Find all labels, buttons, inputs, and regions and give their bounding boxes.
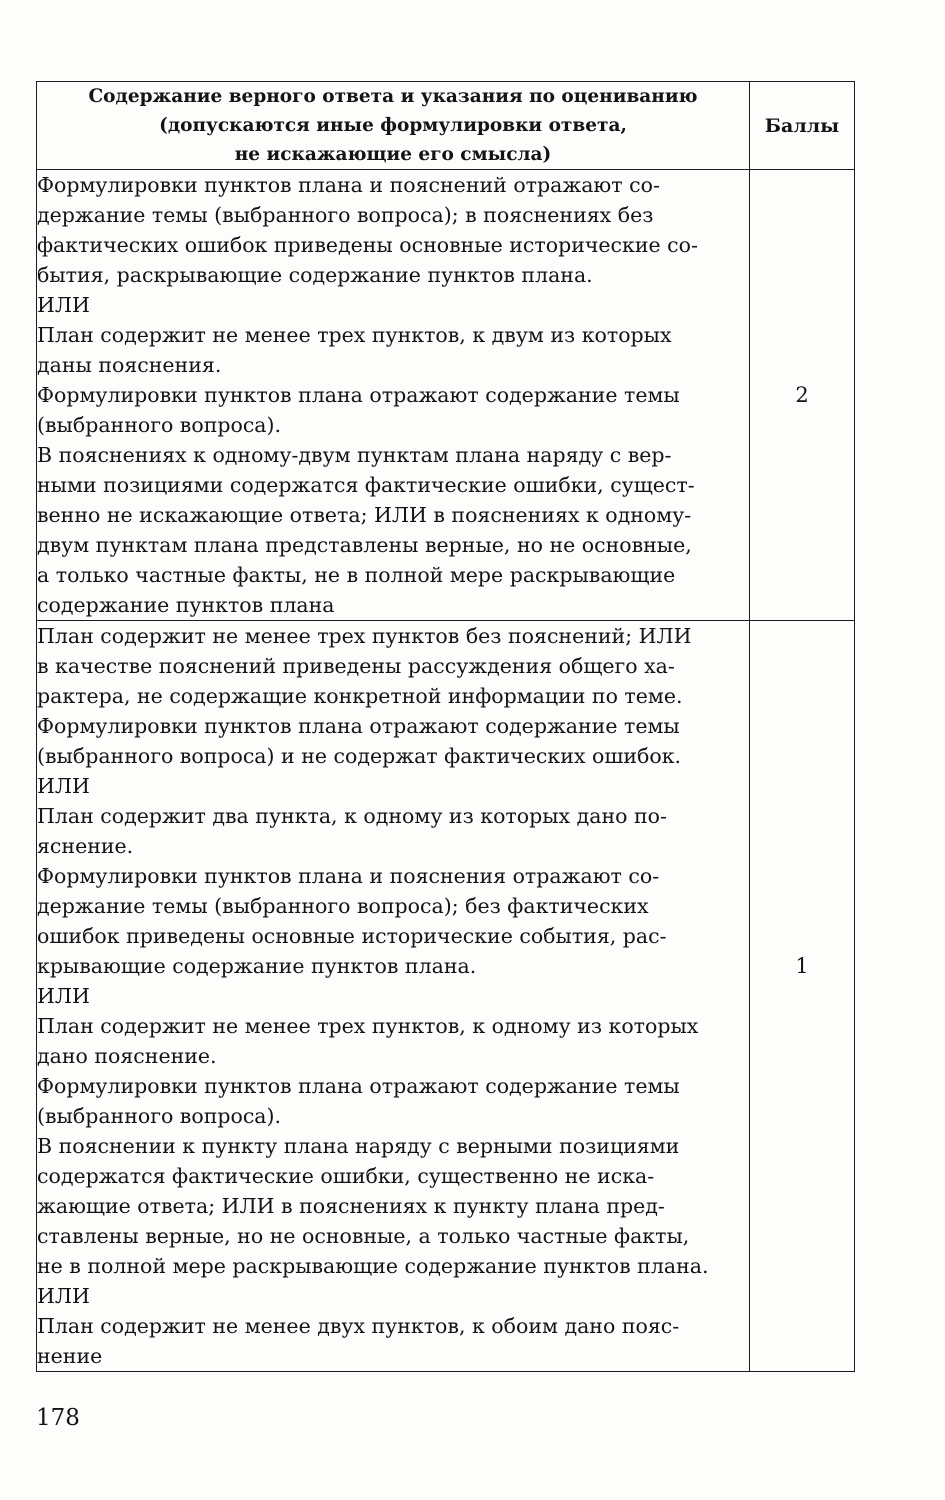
page-number: 178 — [36, 1405, 80, 1431]
criterion-line: Формулировки пунктов плана отражают содержание темы — [37, 1074, 680, 1098]
criterion-line: яснение. — [37, 834, 134, 858]
header-title-line: Содержание верного ответа и указания по оцениванию — [88, 86, 698, 107]
criterion-line: содержатся фактические ошибки, существенно не иска- — [37, 1164, 655, 1188]
header-score-cell: Баллы — [750, 82, 855, 170]
criterion-line: в качестве пояснений приведены рассуждения общего ха- — [37, 654, 675, 678]
criterion-line: крывающие содержание пунктов плана. — [37, 954, 477, 978]
criterion-line: Формулировки пунктов плана отражают содержание темы — [37, 714, 680, 738]
criterion-line: ИЛИ — [37, 984, 90, 1008]
criteria-table — [36, 81, 855, 1372]
criterion-line: ИЛИ — [37, 1284, 90, 1308]
criterion-line: ошибок приведены основные исторические события, рас- — [37, 924, 667, 948]
criterion-line: даны пояснения. — [37, 353, 222, 377]
criterion-line: не в полной мере раскрывающие содержание пунктов плана. — [37, 1254, 709, 1278]
criterion-line: рактера, не содержащие конкретной информации по теме. — [37, 684, 683, 708]
criterion-line: Формулировки пунктов плана отражают содержание темы — [37, 383, 680, 407]
criterion-line: фактических ошибок приведены основные исторические со- — [37, 233, 698, 257]
criterion-line: Формулировки пунктов плана и пояснения отражают со- — [37, 864, 660, 888]
criterion-line: ИЛИ — [37, 774, 90, 798]
criterion-line: В пояснениях к одному-двум пунктам плана наряду с вер- — [37, 443, 672, 467]
criterion-line: дано пояснение. — [37, 1044, 217, 1068]
criterion-line: ИЛИ — [37, 293, 90, 317]
criterion-line: В пояснении к пункту плана наряду с верными позициями — [37, 1134, 680, 1158]
criterion-text-cell — [37, 621, 750, 1372]
criterion-row — [37, 170, 855, 621]
criterion-line: двум пунктам плана представлены верные, но не основные, — [37, 533, 692, 557]
criterion-line: (выбранного вопроса). — [37, 413, 282, 437]
criterion-line: (выбранного вопроса) и не содержат фактических ошибок. — [37, 744, 682, 768]
criterion-line: а только частные факты, не в полной мере раскрывающие — [37, 563, 676, 587]
criterion-line: План содержит не менее трех пунктов, к одному из которых — [37, 1014, 699, 1038]
criterion-line: нение — [37, 1344, 103, 1368]
criterion-line: жающие ответа; ИЛИ в пояснениях к пункту плана пред- — [37, 1194, 665, 1218]
criterion-line: План содержит не менее двух пунктов, к обоим дано пояс- — [37, 1314, 680, 1338]
score-cell: 2 — [750, 170, 855, 621]
criterion-line: (выбранного вопроса). — [37, 1104, 282, 1128]
criterion-line: План содержит не менее трех пунктов, к двум из которых — [37, 323, 672, 347]
header-title-line: (допускаются иные формулировки ответа, — [159, 115, 627, 136]
criterion-line: бытия, раскрывающие содержание пунктов плана. — [37, 263, 593, 287]
criterion-line: План содержит два пункта, к одному из которых дано по- — [37, 804, 667, 828]
criterion-text-cell — [37, 170, 750, 621]
criterion-line: ставлены верные, но не основные, а только частные факты, — [37, 1224, 690, 1248]
criterion-line: Формулировки пунктов плана и пояснений отражают со- — [37, 173, 660, 197]
header-title-line: не искажающие его смысла) — [234, 144, 552, 165]
score-cell: 1 — [750, 621, 855, 1372]
criterion-line: держание темы (выбранного вопроса); без фактических — [37, 894, 649, 918]
criterion-line: венно не искажающие ответа; ИЛИ в пояснениях к одному- — [37, 503, 692, 527]
criterion-line: держание темы (выбранного вопроса); в пояснениях без — [37, 203, 654, 227]
header-row — [37, 82, 855, 170]
criterion-row — [37, 621, 855, 1372]
header-content-cell — [37, 82, 750, 170]
criterion-line: содержание пунктов плана — [37, 593, 335, 617]
criterion-line: ными позициями содержатся фактические ошибки, сущест- — [37, 473, 695, 497]
criterion-line: План содержит не менее трех пунктов без пояснений; ИЛИ — [37, 624, 692, 648]
